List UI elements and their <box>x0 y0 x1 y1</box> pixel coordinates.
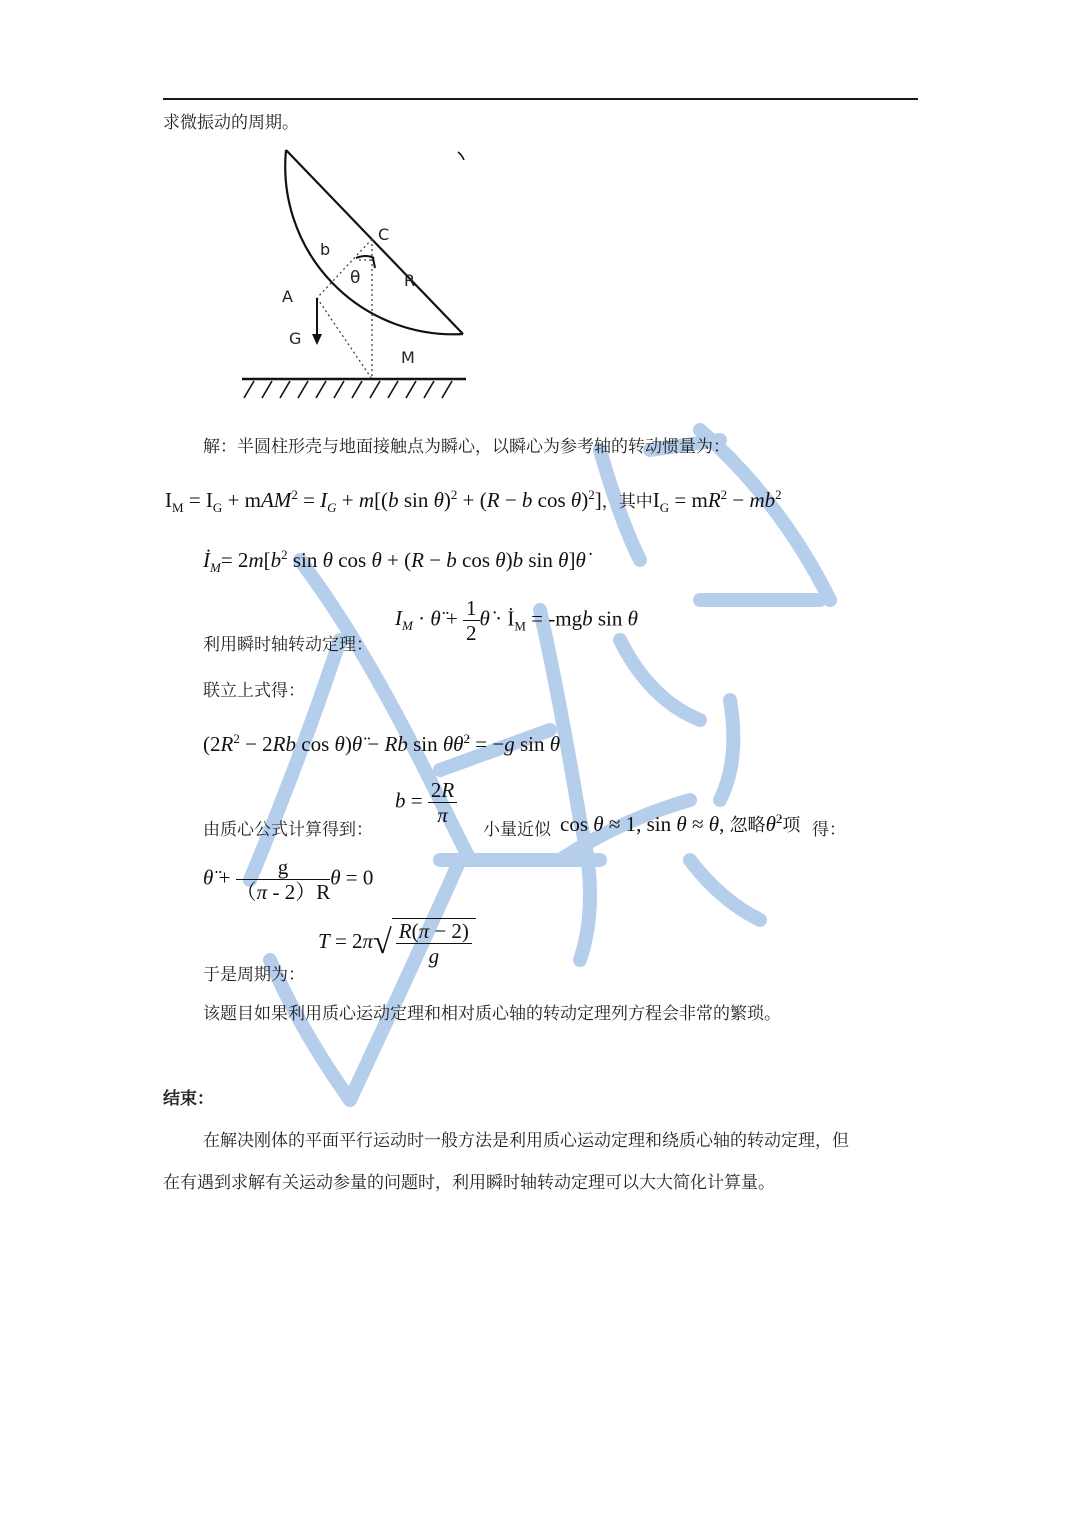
top-rule <box>163 98 918 100</box>
conclusion-line-2: 在有遇到求解有关运动参量的问题时，利用瞬时轴转动定理可以大大简化计算量。 <box>163 1173 775 1193</box>
solution-intro: 解：半圆柱形壳与地面接触点为瞬心，以瞬心为参考轴的转动惯量为： <box>203 437 730 457</box>
equation-motion: θ̈ + $\frac{g}{(\pi - 2)R}$ θ = 0 <box>203 855 374 904</box>
label-C: C <box>378 225 390 244</box>
equation-period: T = 2π√ $\frac{R(\pi - 2)}{g}$ <box>318 918 476 968</box>
where-label: ，其中 <box>601 492 653 512</box>
combine-label: 联立上式得： <box>203 681 305 701</box>
equation-theorem: $I_M$ · θ̈ + $\frac{1}{2}$ θ̇ · $İ_M = -mgb$ sin θ <box>395 596 638 645</box>
center-mass-label: 由质心公式计算得到： <box>203 820 373 840</box>
label-G: G <box>289 329 302 348</box>
small-approx-label: 小量近似 <box>483 820 551 840</box>
label-A: A <box>282 287 293 306</box>
cg-contact-dotted <box>317 298 372 379</box>
label-theta: θ <box>350 268 361 288</box>
intro-line: 求微振动的周期。 <box>163 113 299 133</box>
period-label: 于是周期为： <box>203 965 305 985</box>
equation-combined: ($2R^2 - 2Rb$ cos θ)θ̈ − Rb sin θθ̇$^2$ = −g sin θ <box>203 731 561 756</box>
label-M: M <box>401 348 415 367</box>
label-R: R <box>404 271 416 290</box>
equation-inertia-derivative: $İ_M= 2m[b^2$ sin θ cos θ + (R − b cos θ)b sin θ]θ̇ <box>203 547 586 576</box>
label-b: b <box>320 240 331 259</box>
equation-approximation: cos θ ≈ 1, sin θ ≈ θ, 忽略θ̇$^2$项 <box>560 811 801 836</box>
semicylinder-figure <box>204 140 474 415</box>
ground-hatching <box>244 381 452 398</box>
equation-inertia: $I_M = I_G + mAM^2 = I_G + m[(b$ sin θ)$^2$ + (R − b cos θ)$^2$]，其中$I_G = mR^2 - mb^2$ <box>165 487 782 516</box>
obtain-label: 得： <box>812 820 846 840</box>
conclusion-line-1: 在解决刚体的平面平行运动时一般方法是利用质心运动定理和绕质心轴的转动定理，但 <box>203 1131 849 1151</box>
remark-line: 该题目如果利用质心运动定理和相对质心轴的转动定理列方程会非常的繁琐。 <box>203 1004 781 1024</box>
diameter-line <box>286 150 463 334</box>
conclusion-heading: 结束： <box>163 1089 214 1109</box>
equation-b-value: b = $\frac{2R}{\pi}$ <box>395 778 457 827</box>
theorem-label: 利用瞬时轴转动定理： <box>203 635 373 655</box>
